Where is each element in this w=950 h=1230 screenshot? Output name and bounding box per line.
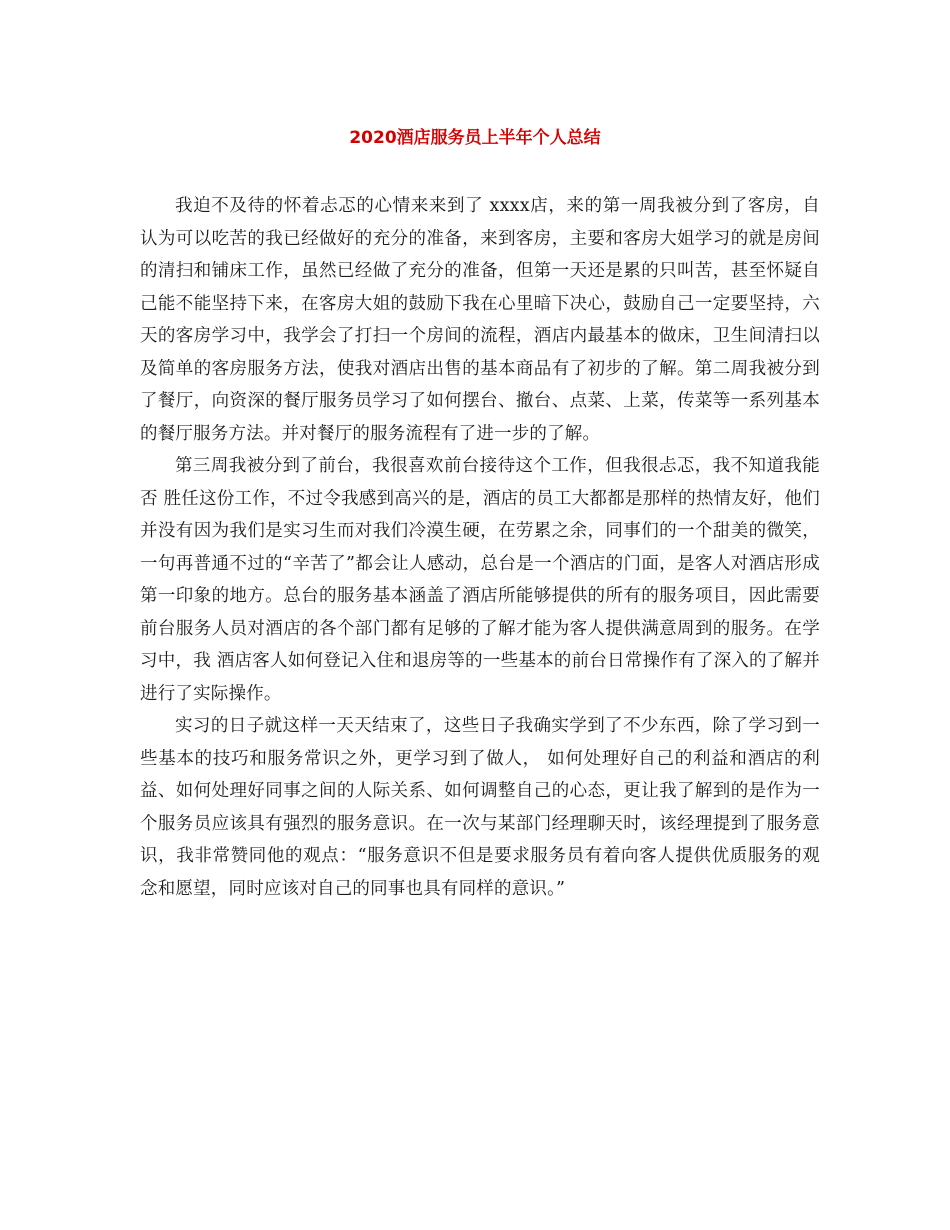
paragraph-2: 第三周我被分到了前台，我很喜欢前台接待这个工作，但我很忐忑，我不知道我能否 胜任这份工作，不过令我感到高兴的是，酒店的员工大都都是那样的热情友好，他们并没有因为我们是实习生而对我们冷漠生硬，在劳累之余，同事们的一个甜美的微笑，一句再普通不过的“辛苦了”都会让人感动，总台是一个酒店的门面，是客人对酒店形成第一印象的地方。总台的服务基本涵盖了酒店所能够提供的所有的服务项目，因此需要前台服务人员对酒店的各个部门都有足够的了解才能为客人提供满意周到的服务。在学习中，我 酒店客人如何登记入住和退房等的一些基本的前台日常操作有了深入的了解并进行了实际操作。 [140, 456, 820, 704]
document-body [140, 190, 820, 905]
paragraph-3: 实习的日子就这样一天天结束了，这些日子我确实学到了不少东西，除了学习到一些基本的技巧和服务常识之外，更学习到了做人， 如何处理好自己的利益和酒店的利益、如何处理好同事之间的人际关系、如何调整自己的心态，更让我了解到的是作为一个服务员应该具有强烈的服务意识。在一次与某部门经理聊天时，该经理提到了服务意识，我非常赞同他的观点：“服务意识不但是要求服务员有着向客人提供优质服务的观念和愿望，同时应该对自己的同事也具有同样的意识。” [140, 716, 820, 899]
document-title: 2020酒店服务员上半年个人总结 [349, 128, 601, 148]
paragraph-1: 我迫不及待的怀着忐忑的心情来来到了 xxxx店，来的第一周我被分到了客房，自认为可以吃苦的我已经做好的充分的准备，来到客房，主要和客房大姐学习的就是房间的清扫和铺床工作，虽然已经做了充分的准备，但第一天还是累的只叫苦，甚至怀疑自己能不能坚持下来，在客房大姐的鼓励下我在心里暗下决心，鼓励自己一定要坚持，六天的客房学习中，我学会了打扫一个房间的流程，酒店内最基本的做床，卫生间清扫以及简单的客房服务方法，使我对酒店出售的基本商品有了初步的了解。第二周我被分到了餐厅，向资深的餐厅服务员学习了如何摆台、撤台、点菜、上菜，传菜等一系列基本的餐厅服务方法。并对餐厅的服务流程有了进一步的了解。 [140, 196, 820, 444]
